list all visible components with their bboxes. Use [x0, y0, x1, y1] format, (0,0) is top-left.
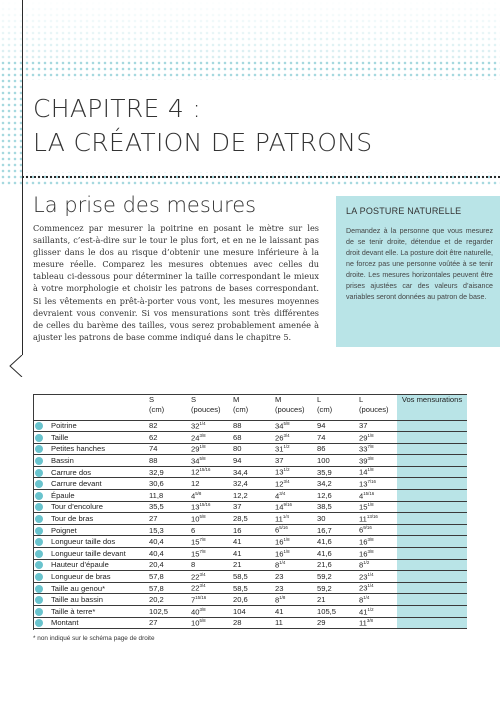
measurement-value: 21,6: [317, 560, 332, 570]
circle-number-icon: [35, 585, 43, 593]
measurement-value: 40,4: [149, 548, 164, 558]
row-number-bullet: [33, 582, 47, 594]
measurement-value: $4^{15/16}$: [359, 490, 375, 501]
circle-number-icon: [35, 480, 43, 488]
vos-mensurations-input-cell[interactable]: [397, 617, 467, 629]
measurement-value: 41,6: [317, 548, 332, 558]
measurement-value: $22^{3/4}$: [191, 571, 206, 582]
measurement-value: 12: [191, 479, 200, 489]
header-num-spacer: [33, 394, 47, 420]
measurement-value: 35,9: [317, 467, 332, 477]
measurement-value: $34^{5/8}$: [191, 455, 206, 466]
measurement-value: $10^{5/8}$: [191, 618, 206, 628]
measurement-value: 102,5: [149, 606, 169, 616]
measurement-value: $41^{1/2}$: [359, 606, 374, 617]
vos-mensurations-input-cell[interactable]: [397, 432, 467, 444]
row-number-bullet: [33, 617, 47, 629]
measurement-label: Tour d’encolure: [51, 502, 103, 512]
vos-mensurations-input-cell[interactable]: [397, 559, 467, 571]
measurement-value: 35,5: [149, 502, 164, 512]
row-number-bullet: [33, 513, 47, 525]
measurement-value: 16,7: [317, 525, 332, 535]
table-header-row: [33, 394, 467, 420]
chapter-title-line2: LA CRÉATION DE PATRONS: [33, 128, 373, 157]
measurement-value: $31^{1/2}$: [275, 444, 290, 454]
vos-mensurations-input-cell[interactable]: [397, 536, 467, 548]
table-left-rule: [33, 394, 34, 630]
row-number-bullet: [33, 501, 47, 513]
measurement-value: 30,6: [149, 479, 164, 489]
measurement-value: $33^{7/8}$: [359, 444, 374, 454]
measurement-value: $12^{15/16}$: [191, 467, 211, 477]
measurement-value: 41,6: [317, 537, 332, 547]
measurement-value: 105,5: [317, 606, 337, 616]
vos-mensurations-input-cell[interactable]: [397, 478, 467, 490]
circle-number-icon: [35, 457, 43, 465]
measurement-value: $23^{1/4}$: [359, 571, 374, 582]
measurement-value: 82: [149, 421, 158, 431]
measurement-value: 100: [317, 456, 330, 466]
circle-number-icon: [35, 422, 43, 430]
measurement-value: $8^{1/4}$: [359, 594, 370, 605]
vos-mensurations-input-cell[interactable]: [397, 548, 467, 560]
measurement-value: 20,2: [149, 595, 164, 605]
measurement-value: 11,8: [149, 490, 164, 500]
measurement-value: 27: [149, 618, 158, 628]
measurement-label: Taille: [51, 432, 69, 442]
measurement-label: Carrure devant: [51, 479, 102, 489]
measurement-value: $24^{3/8}$: [191, 432, 206, 443]
measurement-label: Bassin: [51, 456, 74, 466]
table-row: [33, 513, 467, 525]
measurement-value: $16^{3/8}$: [359, 536, 374, 547]
measurement-value: 74: [149, 444, 158, 454]
sidebar-title: LA POSTURE NATURELLE: [346, 206, 462, 216]
table-row: [33, 466, 467, 478]
measurement-value: 34,4: [233, 467, 248, 477]
measurement-value: $4^{3/4}$: [275, 490, 286, 501]
table-row: [33, 582, 467, 594]
measurement-value: $29^{1/8}$: [191, 444, 206, 454]
circle-number-icon: [35, 434, 43, 442]
table-row: [33, 617, 467, 629]
measurement-value: $34^{5/8}$: [275, 421, 290, 431]
vos-mensurations-input-cell[interactable]: [397, 594, 467, 606]
measurement-label: Longueur taille devant: [51, 548, 126, 558]
measurement-value: $39^{3/8}$: [359, 455, 374, 466]
row-number-bullet: [33, 559, 47, 571]
measurement-value: 37: [233, 502, 242, 512]
table-row: [33, 501, 467, 513]
measurement-label: Montant: [51, 618, 79, 628]
measurement-value: $15^{7/8}$: [191, 536, 206, 547]
circle-number-icon: [35, 515, 43, 523]
vos-mensurations-input-cell[interactable]: [397, 443, 467, 455]
measurement-value: $8^{1/4}$: [275, 560, 286, 570]
row-number-bullet: [33, 606, 47, 618]
measurement-value: $16^{1/8}$: [275, 548, 290, 559]
measurement-value: 88: [149, 456, 158, 466]
chapter-title: [33, 92, 473, 160]
table-row: [33, 559, 467, 571]
row-number-bullet: [33, 432, 47, 444]
measurement-value: 12,2: [233, 490, 248, 500]
measurement-value: $23^{1/4}$: [359, 583, 374, 593]
measurement-value: 94: [233, 456, 242, 466]
measurement-value: $11^{1/4}$: [275, 513, 289, 524]
vos-mensurations-input-cell[interactable]: [397, 501, 467, 513]
table-row: [33, 455, 467, 467]
measurement-value: $10^{5/8}$: [191, 513, 206, 524]
measurement-value: $11^{3/8}$: [359, 618, 373, 628]
header-label-spacer: [47, 394, 145, 420]
row-number-bullet: [33, 490, 47, 502]
table-row: [33, 594, 467, 606]
measurement-value: 21: [233, 560, 242, 570]
header-fade: [0, 0, 500, 60]
measurement-value: 12,6: [317, 490, 332, 500]
measurement-value: 29: [317, 618, 326, 628]
vos-mensurations-input-cell[interactable]: [397, 466, 467, 478]
measurement-value: 28,5: [233, 514, 248, 524]
measurement-value: 30: [317, 514, 326, 524]
header-col: S (pouces): [191, 395, 221, 414]
row-number-bullet: [33, 455, 47, 467]
table-row: [33, 524, 467, 536]
measurement-value: 57,8: [149, 572, 164, 582]
measurement-label: Poitrine: [51, 421, 77, 431]
table-body: [33, 420, 467, 629]
margin-notch-icon: [9, 355, 23, 377]
measurement-value: $13^{1/2}$: [275, 467, 290, 477]
table-row: [33, 571, 467, 583]
vos-mensurations-input-cell[interactable]: [397, 524, 467, 536]
vos-mensurations-input-cell[interactable]: [397, 571, 467, 583]
header-col: M (cm): [233, 395, 249, 414]
vos-mensurations-input-cell[interactable]: [397, 606, 467, 618]
circle-number-icon: [35, 608, 43, 616]
measurement-value: 11: [275, 618, 283, 628]
measurement-label: Poignet: [51, 525, 77, 535]
measurement-value: $13^{7/16}$: [359, 479, 376, 489]
measurement-value: $26^{3/4}$: [275, 432, 290, 443]
measurement-value: 15,3: [149, 525, 164, 535]
measurement-value: 62: [149, 432, 158, 442]
measurement-value: 20,6: [233, 595, 248, 605]
row-number-bullet: [33, 443, 47, 455]
vos-mensurations-input-cell[interactable]: [397, 420, 467, 432]
measurement-value: $16^{1/8}$: [275, 536, 290, 547]
measurement-value: 32,9: [149, 467, 164, 477]
section-body-text: Commencez par mesurer la poitrine en posant le mètre sur les saillants, c’est-à-dire sur le tour le plus fort, et en ne le laissant pas glisser dans le dos au risque d’obtenir une mesure inférieure à la mesure réelle. Comparez les mesures obtenues avec celles du tableau ci-dessous pour déterminer la taille correspondant le mieux à votre morphologie et choisir les patrons de bases correspondant. Si les vêtements en prêt-à-porter vous vont, les mesures moyennes devraient vous convenir. Si vos mensurations sont très différentes de celles du barème des tailles, vous serez probablement amenée à ajuster les patrons de base comme indiqué dans le chapitre 5.: [33, 223, 319, 342]
measurement-label: Longueur taille dos: [51, 537, 116, 547]
measurement-value: $14^{9/16}$: [275, 502, 292, 512]
circle-number-icon: [35, 596, 43, 604]
measurement-value: 41: [233, 537, 242, 547]
circle-number-icon: [35, 503, 43, 511]
vos-mensurations-input-cell[interactable]: [397, 582, 467, 594]
chapter-title-line1: CHAPITRE 4 :: [33, 94, 202, 123]
circle-number-icon: [35, 550, 43, 558]
measurement-label: Hauteur d’épaule: [51, 560, 109, 570]
circle-number-icon: [35, 573, 43, 581]
measurement-value: 23: [275, 583, 284, 593]
table-row: [33, 536, 467, 548]
measurement-value: 59,2: [317, 583, 332, 593]
measurement-value: 68: [233, 432, 242, 442]
measurement-value: 23: [275, 572, 284, 582]
measurement-value: $29^{1/8}$: [359, 432, 374, 443]
measurement-value: 37: [275, 456, 284, 466]
measurement-value: 80: [233, 444, 242, 454]
measurement-value: $22^{3/4}$: [191, 583, 206, 593]
measurement-value: $15^{1/8}$: [359, 502, 374, 512]
row-number-bullet: [33, 524, 47, 536]
measurement-value: 21: [317, 595, 326, 605]
table-row: [33, 420, 467, 432]
measurement-value: $14^{1/8}$: [359, 467, 374, 477]
header-col: M (pouces): [275, 395, 305, 414]
sidebar-text: Demandez à la personne que vous mesurez de se tenir droite, détendue et de regarder droit devant elle. La posture doit être naturelle, ne forcez pas une personne voûtée à se tenir droite. Les mesures horizontales peuvent être prises ajustées car des valeurs d’aisance variables seront données au patron de base.: [346, 227, 493, 301]
measurement-value: $13^{15/16}$: [191, 502, 211, 512]
measurement-value: 34,2: [317, 479, 332, 489]
measurements-table: [33, 394, 467, 629]
measurement-value: 59,2: [317, 572, 332, 582]
measurement-value: 28: [233, 618, 242, 628]
circle-number-icon: [35, 492, 43, 500]
measurement-value: 86: [317, 444, 326, 454]
measurement-value: $8^{1/8}$: [275, 594, 286, 605]
header-vos-mensurations: Vos mensurations: [397, 394, 467, 420]
row-number-bullet: [33, 536, 47, 548]
circle-number-icon: [35, 445, 43, 453]
table-row: [33, 478, 467, 490]
vos-mensurations-input-cell[interactable]: [397, 455, 467, 467]
row-number-bullet: [33, 594, 47, 606]
measurement-value: 40,4: [149, 537, 164, 547]
header-col: L (pouces): [359, 395, 389, 414]
row-number-bullet: [33, 478, 47, 490]
measurement-value: 6: [191, 525, 196, 535]
measurement-value: $15^{7/8}$: [191, 548, 206, 559]
measurement-label: Tour de bras: [51, 514, 94, 524]
measurement-label: Petites hanches: [51, 444, 106, 454]
section-title: La prise des mesures: [33, 193, 257, 217]
table-footnote: * non indiqué sur le schéma page de droite: [33, 635, 155, 642]
vos-mensurations-input-cell[interactable]: [397, 490, 467, 502]
circle-number-icon: [35, 527, 43, 535]
table-top-rule: [33, 394, 467, 395]
table-row: [33, 432, 467, 444]
measurement-value: 16: [233, 525, 242, 535]
row-number-bullet: [33, 571, 47, 583]
measurement-label: Longueur de bras: [51, 572, 111, 582]
measurement-value: $6^{5/16}$: [275, 525, 288, 535]
measurement-value: 104: [233, 606, 246, 616]
row-number-bullet: [33, 548, 47, 560]
measurement-value: $12^{3/4}$: [275, 479, 290, 489]
row-number-bullet: [33, 420, 47, 432]
measurement-value: $6^{9/16}$: [359, 525, 372, 535]
measurement-value: 41: [275, 606, 284, 616]
measurement-value: $8^{1/2}$: [359, 560, 370, 570]
measurement-value: 57,8: [149, 583, 164, 593]
measurement-value: 37: [359, 421, 368, 431]
measurement-value: 88: [233, 421, 242, 431]
measurement-label: Taille au bassin: [51, 595, 103, 605]
measurement-value: 20,4: [149, 560, 164, 570]
measurement-value: $4^{5/8}$: [191, 490, 202, 501]
header-col: L (cm): [317, 395, 333, 414]
table-row: [33, 443, 467, 455]
measurement-value: 74: [317, 432, 326, 442]
measurement-value: 94: [317, 421, 326, 431]
circle-number-icon: [35, 619, 43, 627]
measurements-table-container: [33, 394, 467, 629]
dotted-separator: [22, 176, 500, 178]
measurement-value: 58,5: [233, 572, 248, 582]
measurement-value: $7^{15/16}$: [191, 594, 207, 605]
header-col: S (cm): [149, 395, 165, 414]
measurement-label: Carrure dos: [51, 467, 92, 477]
measurement-value: 58,5: [233, 583, 248, 593]
circle-number-icon: [35, 469, 43, 477]
vos-mensurations-input-cell[interactable]: [397, 513, 467, 525]
measurement-value: $11^{13/16}$: [359, 513, 378, 524]
measurement-label: Taille à terre*: [51, 606, 96, 616]
circle-number-icon: [35, 538, 43, 546]
row-number-bullet: [33, 466, 47, 478]
measurement-value: 32,4: [233, 479, 248, 489]
measurement-value: $40^{3/8}$: [191, 606, 206, 617]
measurement-value: $32^{1/4}$: [191, 421, 206, 431]
measurement-value: 8: [191, 560, 196, 570]
table-row: [33, 548, 467, 560]
table-row: [33, 606, 467, 618]
measurement-value: 38,5: [317, 502, 332, 512]
measurement-value: 27: [149, 514, 158, 524]
measurement-value: $16^{3/8}$: [359, 548, 374, 559]
measurement-value: 41: [233, 548, 242, 558]
measurement-label: Épaule: [51, 490, 75, 500]
measurement-label: Taille au genou*: [51, 583, 106, 593]
table-row: [33, 490, 467, 502]
circle-number-icon: [35, 561, 43, 569]
